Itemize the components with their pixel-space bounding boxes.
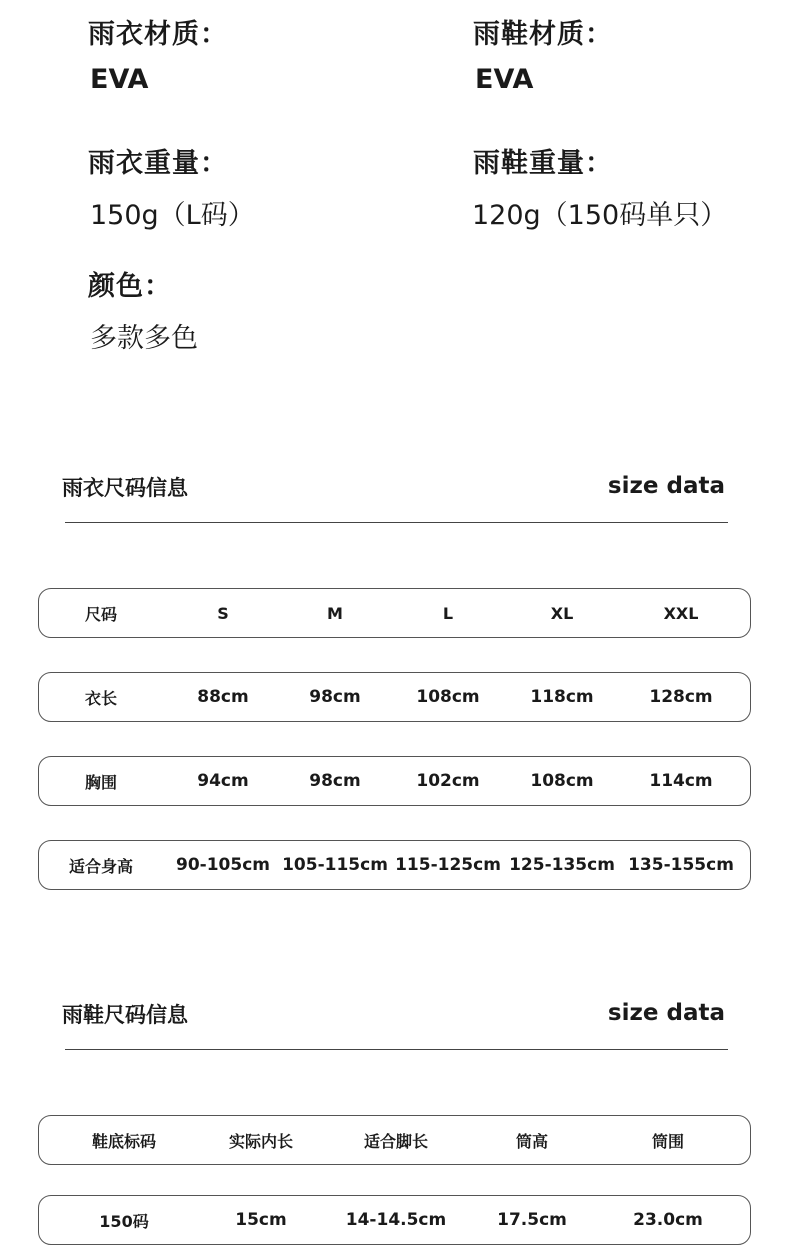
raincoat-size-column-header: XXL	[663, 603, 699, 623]
raincoat-size-header-row	[38, 588, 751, 638]
raincoat-size-cell: 108cm	[416, 687, 480, 707]
raincoat-size-cell: 118cm	[530, 687, 594, 707]
raincoat-size-column-header: L	[442, 603, 454, 623]
boots-section-divider	[65, 1049, 728, 1050]
raincoat-size-row-label: 适合身高	[68, 856, 134, 876]
boots-size-cell: 14-14.5cm	[345, 1210, 447, 1230]
raincoat-size-cell: 128cm	[649, 687, 713, 707]
boots-size-column-header: 筒围	[651, 1131, 685, 1151]
raincoat-size-cell: 125-135cm	[509, 855, 615, 875]
boots-size-cell: 23.0cm	[633, 1210, 703, 1230]
raincoat-size-row-label: 胸围	[84, 772, 118, 792]
boots-material-label: 雨鞋材质：	[473, 19, 613, 50]
boots-size-cell: 15cm	[235, 1210, 287, 1230]
raincoat-size-column-header: XL	[550, 603, 574, 623]
color-value: 多款多色	[90, 323, 198, 354]
raincoat-size-row	[38, 672, 751, 722]
raincoat-size-cell: 115-125cm	[395, 855, 501, 875]
raincoat-material-value: EVA	[90, 64, 149, 95]
boots-size-subtitle: size data	[607, 1000, 725, 1026]
raincoat-size-row	[38, 756, 751, 806]
raincoat-section-divider	[65, 522, 728, 523]
boots-size-row	[38, 1195, 751, 1245]
raincoat-size-cell: 102cm	[416, 771, 480, 791]
raincoat-size-cell: 135-155cm	[628, 855, 734, 875]
boots-size-column-header: 鞋底标码	[91, 1131, 157, 1151]
boots-size-column-header: 筒高	[515, 1131, 549, 1151]
raincoat-size-cell: 88cm	[197, 687, 249, 707]
raincoat-size-subtitle: size data	[607, 473, 725, 499]
boots-size-row-label: 150码	[99, 1211, 149, 1231]
raincoat-size-cell: 98cm	[309, 687, 361, 707]
raincoat-material-label: 雨衣材质：	[88, 19, 228, 50]
boots-material-value: EVA	[475, 64, 534, 95]
boots-size-column-header: 实际内长	[228, 1131, 294, 1151]
raincoat-size-cell: 105-115cm	[282, 855, 388, 875]
raincoat-size-title: 雨衣尺码信息	[62, 476, 188, 500]
raincoat-weight-value: 150g（L码）	[90, 200, 255, 231]
raincoat-size-cell: 98cm	[309, 771, 361, 791]
raincoat-size-row	[38, 840, 751, 890]
boots-size-title: 雨鞋尺码信息	[62, 1003, 188, 1027]
boots-size-column-header: 适合脚长	[363, 1131, 429, 1151]
color-label: 颜色：	[88, 271, 172, 302]
boots-weight-value: 120g（150码单只）	[472, 200, 728, 231]
raincoat-size-row-label: 衣长	[84, 688, 118, 708]
raincoat-size-column-header: 尺码	[84, 604, 118, 624]
raincoat-size-cell: 108cm	[530, 771, 594, 791]
raincoat-size-cell: 94cm	[197, 771, 249, 791]
raincoat-size-column-header: M	[327, 603, 343, 623]
raincoat-weight-label: 雨衣重量：	[88, 148, 228, 179]
raincoat-size-cell: 90-105cm	[176, 855, 270, 875]
boots-size-cell: 17.5cm	[497, 1210, 567, 1230]
boots-size-header-row	[38, 1115, 751, 1165]
raincoat-size-column-header: S	[217, 603, 229, 623]
raincoat-size-cell: 114cm	[649, 771, 713, 791]
boots-weight-label: 雨鞋重量：	[473, 148, 613, 179]
